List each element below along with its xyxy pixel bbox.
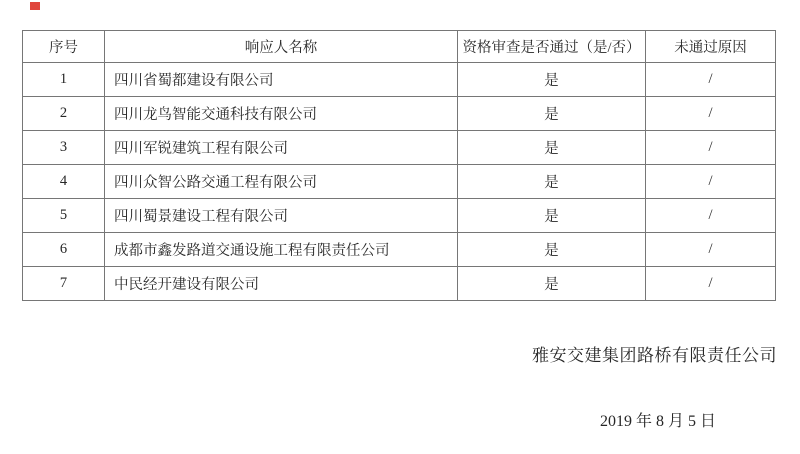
cell-passed: 是 [458, 233, 646, 267]
cell-respondent-name: 中民经开建设有限公司 [105, 267, 458, 301]
cell-respondent-name: 四川省蜀都建设有限公司 [105, 63, 458, 97]
table-header-row [23, 31, 776, 63]
cell-reason: / [646, 63, 776, 97]
table-row [23, 199, 776, 233]
cell-reason: / [646, 233, 776, 267]
table-row [23, 233, 776, 267]
cell-respondent-name: 四川龙鸟智能交通科技有限公司 [105, 97, 458, 131]
cell-reason: / [646, 199, 776, 233]
cell-respondent-name: 四川众智公路交通工程有限公司 [105, 165, 458, 199]
cell-serial: 4 [23, 165, 105, 199]
table-row [23, 131, 776, 165]
cell-serial: 6 [23, 233, 105, 267]
table-row [23, 63, 776, 97]
cell-passed: 是 [458, 131, 646, 165]
table-row [23, 267, 776, 301]
cell-serial: 7 [23, 267, 105, 301]
cell-passed: 是 [458, 165, 646, 199]
qualification-review-table [22, 30, 776, 301]
document-date: 2019 年 8 月 5 日 [599, 413, 716, 430]
cell-passed: 是 [458, 97, 646, 131]
col-header-respondent-name: 响应人名称 [105, 31, 458, 63]
cell-reason: / [646, 165, 776, 199]
cell-respondent-name: 成都市鑫发路道交通设施工程有限责任公司 [105, 233, 458, 267]
cell-respondent-name: 四川蜀景建设工程有限公司 [105, 199, 458, 233]
cell-reason: / [646, 131, 776, 165]
signature-company-name: 雅安交建集团路桥有限责任公司 [532, 346, 777, 365]
cell-respondent-name: 四川军锐建筑工程有限公司 [105, 131, 458, 165]
cell-serial: 1 [23, 63, 105, 97]
col-header-serial: 序号 [23, 31, 105, 63]
cell-serial: 5 [23, 199, 105, 233]
cell-serial: 2 [23, 97, 105, 131]
cell-reason: / [646, 267, 776, 301]
cell-serial: 3 [23, 131, 105, 165]
col-header-qualification-passed: 资格审查是否通过（是/否） [458, 31, 646, 63]
cell-passed: 是 [458, 199, 646, 233]
red-mark-icon [30, 2, 40, 10]
cell-reason: / [646, 97, 776, 131]
table-row [23, 165, 776, 199]
cell-passed: 是 [458, 63, 646, 97]
cell-passed: 是 [458, 267, 646, 301]
table-row [23, 97, 776, 131]
col-header-fail-reason: 未通过原因 [646, 31, 776, 63]
